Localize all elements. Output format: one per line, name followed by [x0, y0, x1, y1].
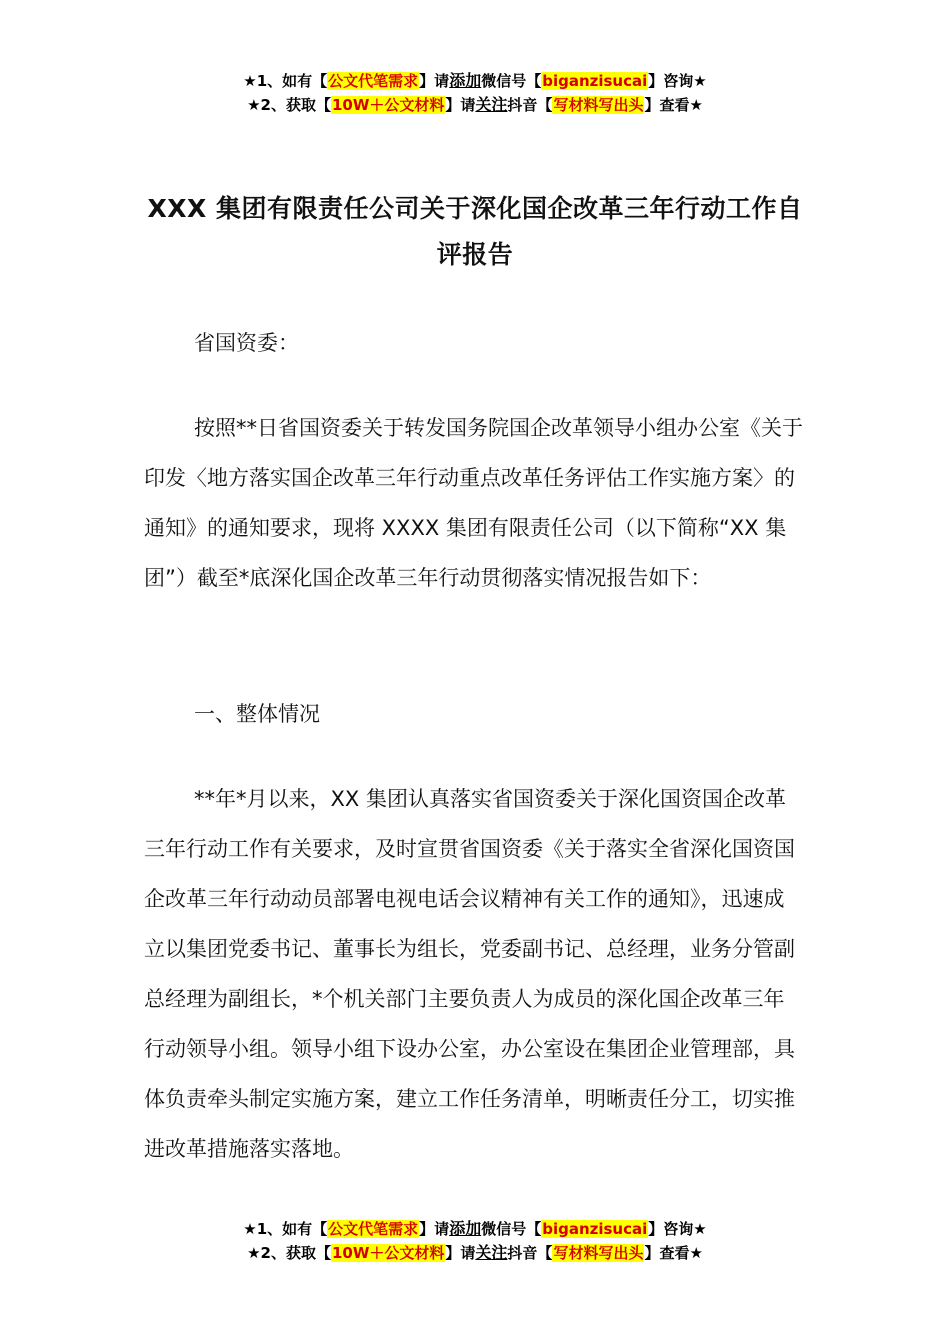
section-heading: 一、整体情况 [194, 702, 320, 726]
top-banner [0, 69, 950, 117]
bottom-banner [0, 1217, 950, 1265]
banner-text: 】请 [419, 1220, 450, 1238]
banner-text: ★1、如有【 [243, 1220, 328, 1238]
title-line-2: 评报告 [436, 240, 514, 269]
document-title [0, 186, 950, 278]
banner-text: 】请 [419, 72, 450, 90]
banner-text: 】咨询★ [648, 1220, 707, 1238]
section-body-paragraph: **年*月以来，XX 集团认真落实省国资委关于深化国资国企改革三年行动工作有关要求，及时宣贯省国资委《关于落实全省深化国资国企改革三年行动动员部署电视电话会议精神有关工作的通知》，迅速成立以集团党委书记、董事长为组长，党委副书记、总经理，业务分管副总经理为副组长，*个机关部门主要负责人为成员的深化国企改革三年行动领导小组。领导小组下设办公室，办公室设在集团企业管理部，具体负责牵头制定实施方案，建立工作任务清单，明晰责任分工，切实推进改革措施落实落地。 [144, 787, 795, 1161]
highlight-service: 公文代笔需求 [328, 1220, 419, 1238]
underlined-text: 关注 [475, 1243, 508, 1262]
banner-text: 抖音【 [507, 1244, 553, 1262]
underlined-text: 添加 [449, 1219, 482, 1238]
banner-line-1 [0, 69, 950, 93]
banner-line-2 [0, 93, 950, 117]
banner-text: 】请 [445, 96, 476, 114]
banner-text: 】咨询★ [648, 72, 707, 90]
highlight-wechat-id: biganzisucai [542, 72, 648, 90]
banner-line-1 [0, 1217, 950, 1241]
salutation: 省国资委： [194, 331, 299, 355]
banner-text: ★1、如有【 [243, 72, 328, 90]
banner-text: 】请 [445, 1244, 476, 1262]
banner-text: 】查看★ [644, 96, 703, 114]
highlight-wechat-id: biganzisucai [542, 1220, 648, 1238]
intro-paragraph: 按照**日省国资委关于转发国务院国企改革领导小组办公室《关于印发〈地方落实国企改革三年行动重点改革任务评估工作实施方案〉的通知》的通知要求，现将 XXXX 集团有限责任公司（以下简称“XX 集团”）截至*底深化国企改革三年行动贯彻落实情况报告如下： [144, 416, 803, 590]
banner-text: ★2、获取【 [247, 1244, 331, 1262]
title-line-1: XXX 集团有限责任公司关于深化国企改革三年行动工作自 [147, 194, 803, 223]
underlined-text: 添加 [449, 71, 482, 90]
highlight-service: 公文代笔需求 [328, 72, 419, 90]
highlight-materials: 10W＋公文材料 [331, 96, 445, 114]
underlined-text: 关注 [475, 95, 508, 114]
banner-text: 抖音【 [507, 96, 553, 114]
banner-text: 】查看★ [644, 1244, 703, 1262]
highlight-douyin-account: 写材料写出头 [553, 96, 644, 114]
banner-text: 微信号【 [481, 1220, 542, 1238]
highlight-douyin-account: 写材料写出头 [553, 1244, 644, 1262]
banner-text: 微信号【 [481, 72, 542, 90]
banner-text: ★2、获取【 [247, 96, 331, 114]
highlight-materials: 10W＋公文材料 [331, 1244, 445, 1262]
banner-line-2 [0, 1241, 950, 1265]
